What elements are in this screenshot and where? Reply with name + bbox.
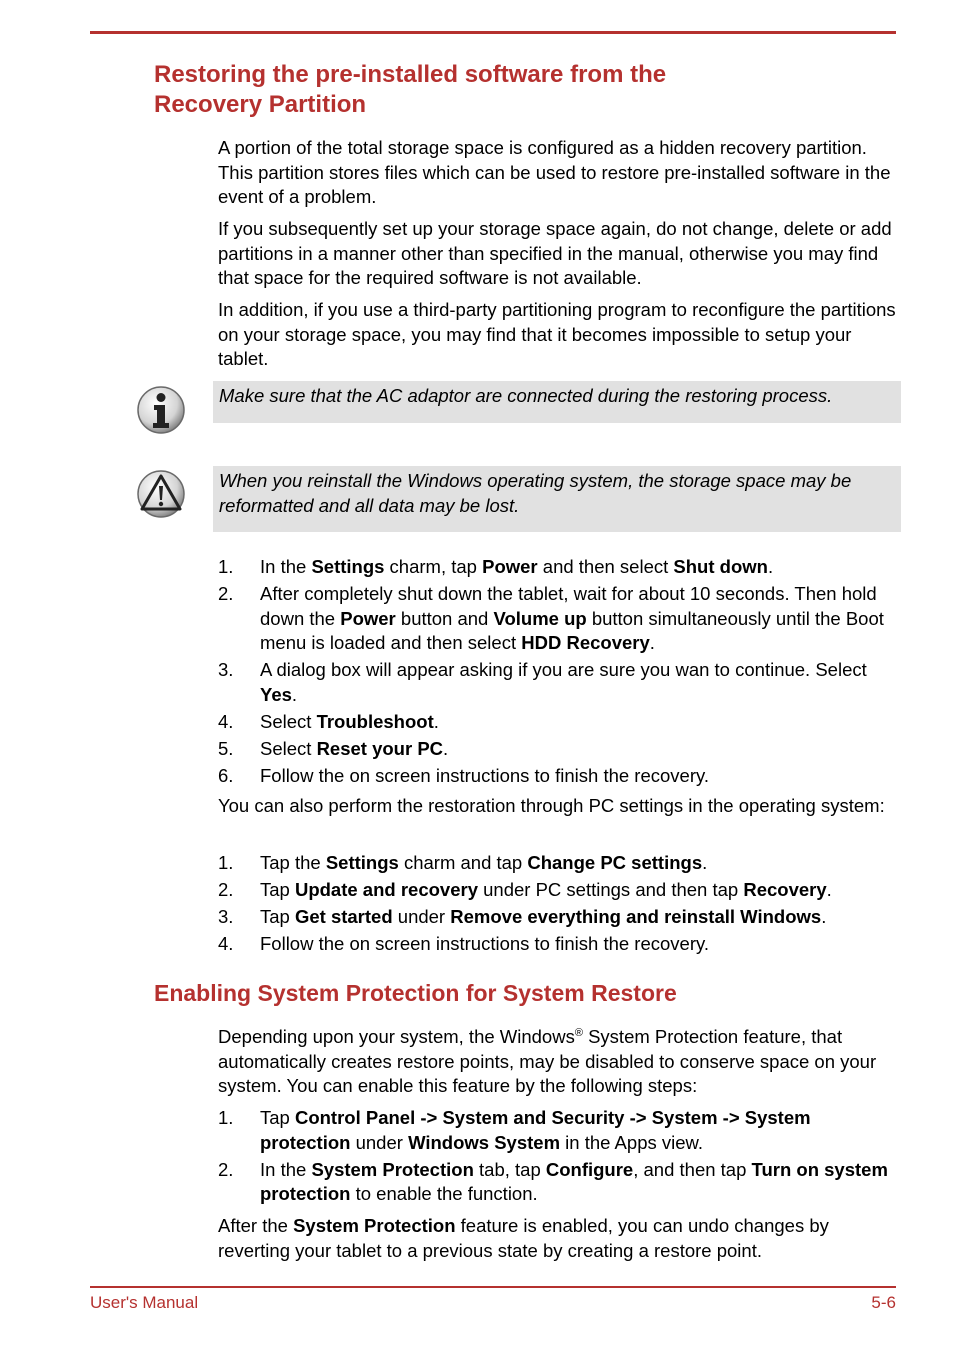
list-item: 4. Select Troubleshoot.	[218, 710, 439, 732]
list-item: 4. Follow the on screen instructions to finish the recovery.	[218, 933, 710, 954]
list-item: 1. Tap Control Panel -> System and Security -> System -> System protection under Windows System in the Apps view.	[218, 1107, 811, 1153]
list-item: 2. Tap Update and recovery under PC settings and then tap Recovery.	[218, 879, 832, 900]
paragraph: After the System Protection feature is enabled, you can undo changes by reverting your tablet to a previous state by creating a restore point.	[218, 1215, 829, 1261]
pc-settings-steps-list	[218, 851, 898, 959]
info-note: Make sure that the AC adaptor are connected during the restoring process.	[213, 381, 901, 423]
paragraph: If you subsequently set up your storage space again, do not change, delete or add partitions in a manner other than specified in the manual, otherwise you may find that space for the required software is not available.	[218, 218, 892, 288]
paragraph: You can also perform the restoration through PC settings in the operating system:	[218, 795, 885, 816]
section-title-system-protection: Enabling System Protection for System Restore	[154, 980, 677, 1006]
system-protection-steps-list	[218, 1106, 898, 1209]
section-title-restoring: Restoring the pre-installed software from the Recovery Partition	[154, 61, 667, 118]
list-item: 1. In the Settings charm, tap Power and then select Shut down.	[218, 556, 774, 577]
list-item: 2. After completely shut down the tablet, wait for about 10 seconds. Then hold down the Power button and Volume up button simultaneously until the Boot menu is loaded and then select HDD Recovery.	[218, 583, 884, 653]
list-item: 2. In the System Protection tab, tap Configure, and then tap Turn on system protection to enable the function.	[218, 1158, 888, 1204]
info-icon	[136, 385, 186, 435]
list-item: 3. Tap Get started under Remove everything and reinstall Windows.	[218, 906, 827, 927]
list-item: 3. A dialog box will appear asking if you are sure you wan to continue. Select Yes.	[218, 659, 867, 705]
list-item: 1. Tap the Settings charm and tap Change PC settings.	[218, 852, 708, 873]
paragraph: In addition, if you use a third-party partitioning program to reconfigure the partitions on your storage space, you may find that it becomes impossible to setup your tablet.	[218, 299, 896, 369]
page-number: 5-6	[871, 1293, 896, 1312]
list-item: 5. Select Reset your PC.	[218, 737, 449, 759]
warning-note: When you reinstall the Windows operating system, the storage space may be reformatted and all data may be lost.	[213, 466, 901, 532]
footer-manual-title: User's Manual	[90, 1293, 199, 1312]
list-item: 6. Follow the on screen instructions to finish the recovery.	[218, 764, 710, 786]
recovery-steps-list	[218, 555, 898, 791]
paragraph: A portion of the total storage space is configured as a hidden recovery partition. This partition stores files which can be used to restore pre-installed software in the event of a problem.	[218, 137, 891, 207]
warning-icon	[136, 469, 186, 519]
footer-rule	[90, 1286, 896, 1288]
header-rule	[90, 31, 896, 34]
paragraph: Depending upon your system, the Windows® System Protection feature, that automatically creates restore points, may be disabled to conserve space on your system. You can enable this feature by the following steps:	[218, 1026, 877, 1096]
